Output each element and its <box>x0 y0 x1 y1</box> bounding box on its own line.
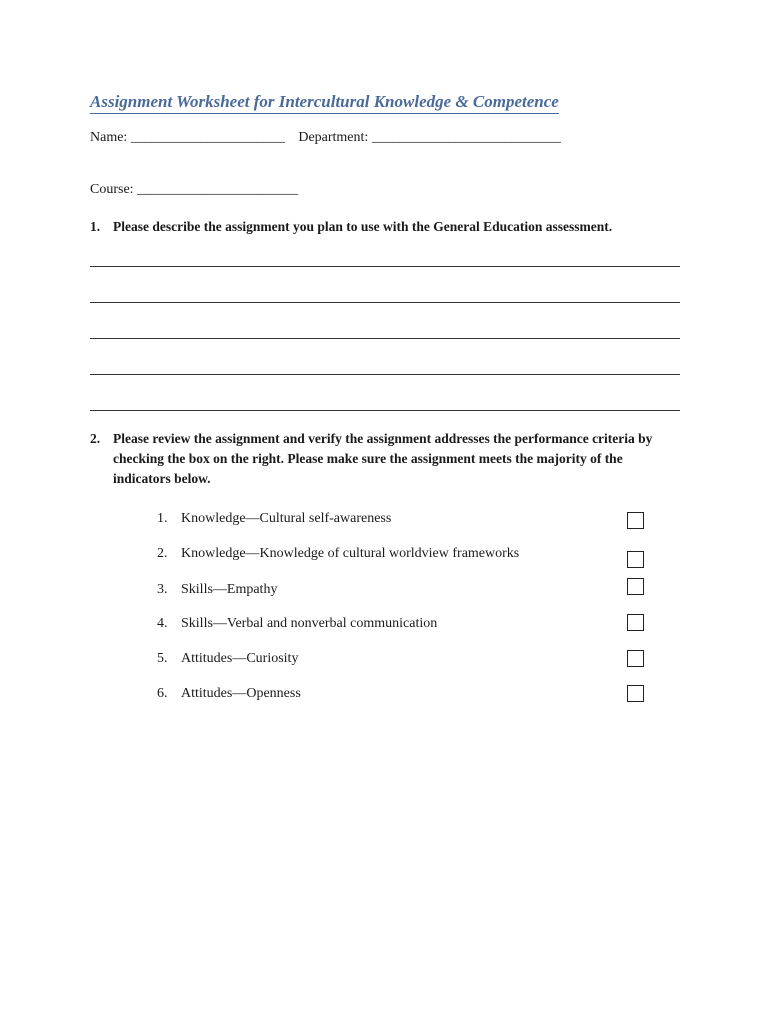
criterion-3-checkbox[interactable] <box>627 578 644 595</box>
criterion-6-checkbox[interactable] <box>627 685 644 702</box>
criterion-5-label: Attitudes—Curiosity <box>181 651 299 666</box>
criterion-item-2 <box>157 546 519 562</box>
criterion-item-4 <box>157 616 437 632</box>
worksheet-title: Assignment Worksheet for Intercultural Knowledge & Competence <box>90 92 559 114</box>
course-row <box>90 182 298 198</box>
criterion-2-number: 2. <box>157 546 168 561</box>
question-2 <box>90 429 670 489</box>
criterion-1-number: 1. <box>157 511 168 526</box>
criterion-4-label: Skills—Verbal and nonverbal communication <box>181 616 438 631</box>
answer-line-3[interactable] <box>90 338 680 339</box>
answer-line-4[interactable] <box>90 374 680 375</box>
criterion-2-checkbox[interactable] <box>627 551 644 568</box>
answer-line-5[interactable] <box>90 410 680 411</box>
question-2-number: 2. <box>90 431 101 446</box>
name-label: Name: <box>90 130 128 145</box>
criterion-1-checkbox[interactable] <box>627 512 644 529</box>
criterion-5-number: 5. <box>157 651 168 666</box>
question-1-text: Please describe the assignment you plan to use with the General Education assessment. <box>113 219 613 234</box>
answer-line-2[interactable] <box>90 302 680 303</box>
criterion-6-label: Attitudes—Openness <box>181 686 301 701</box>
criterion-4-checkbox[interactable] <box>627 614 644 631</box>
question-1 <box>90 217 690 237</box>
criterion-item-5 <box>157 651 298 667</box>
criterion-5-checkbox[interactable] <box>627 650 644 667</box>
criterion-item-1 <box>157 511 391 527</box>
criterion-4-number: 4. <box>157 616 168 631</box>
question-2-text: Please review the assignment and verify the assignment addresses the performance criteria by checking the box on the right. Please make sure the assignment meets the majority of the indicators below. <box>113 431 653 486</box>
criterion-2-label: Knowledge—Knowledge of cultural worldview frameworks <box>181 546 520 561</box>
department-label: Department: <box>298 130 369 145</box>
criterion-item-6 <box>157 686 301 702</box>
criterion-item-3 <box>157 582 277 598</box>
criterion-3-label: Skills—Empathy <box>181 582 278 597</box>
name-field[interactable]: ______________________ <box>130 130 285 145</box>
answer-line-1[interactable] <box>90 266 680 267</box>
question-1-number: 1. <box>90 219 101 234</box>
course-field[interactable]: _______________________ <box>137 182 299 197</box>
criterion-3-number: 3. <box>157 582 168 597</box>
name-department-row <box>90 130 561 146</box>
course-label: Course: <box>90 182 134 197</box>
department-field[interactable]: ___________________________ <box>371 130 561 145</box>
criterion-1-label: Knowledge—Cultural self-awareness <box>181 511 392 526</box>
criterion-6-number: 6. <box>157 686 168 701</box>
